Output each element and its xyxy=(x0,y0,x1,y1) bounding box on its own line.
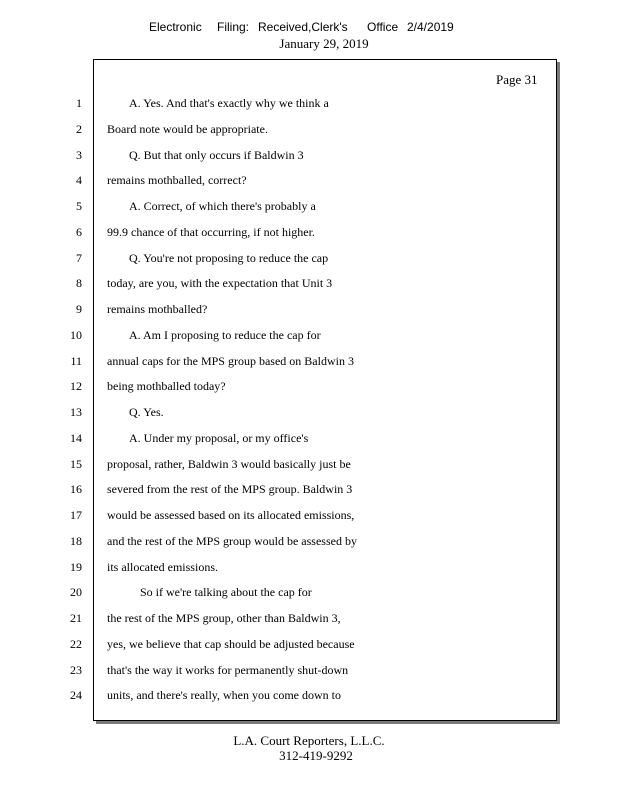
line-text-6: 99.9 chance of that occurring, if not higher. xyxy=(107,225,315,239)
line-text-5: A. Correct, of which there's probably a xyxy=(129,199,316,213)
line-number-4: 4 xyxy=(76,173,82,187)
filing-header-filing: Filing: xyxy=(217,20,250,34)
line-text-16: severed from the rest of the MPS group. Baldwin 3 xyxy=(107,482,353,496)
line-text-20: So if we're talking about the cap for xyxy=(140,585,312,599)
line-number-17: 17 xyxy=(70,508,82,522)
line-number-21: 21 xyxy=(70,611,82,625)
line-number-12: 12 xyxy=(70,379,82,393)
line-number-23: 23 xyxy=(70,663,82,677)
line-text-9: remains mothballed? xyxy=(107,302,208,316)
line-text-17: would be assessed based on its allocated emissions, xyxy=(107,508,355,522)
line-text-21: the rest of the MPS group, other than Baldwin 3, xyxy=(107,611,341,625)
line-text-12: being mothballed today? xyxy=(107,379,226,393)
line-text-10: A. Am I proposing to reduce the cap for xyxy=(129,328,321,342)
footer-phone: 312-419-9292 xyxy=(279,748,353,763)
line-text-3: Q. But that only occurs if Baldwin 3 xyxy=(129,148,304,162)
line-text-18: and the rest of the MPS group would be assessed by xyxy=(107,534,357,548)
line-number-15: 15 xyxy=(70,457,82,471)
line-number-19: 19 xyxy=(70,560,82,574)
line-text-8: today, are you, with the expectation that Unit 3 xyxy=(107,276,333,290)
line-text-19: its allocated emissions. xyxy=(107,560,218,574)
line-number-5: 5 xyxy=(76,199,82,213)
line-text-13: Q. Yes. xyxy=(129,405,164,419)
line-number-13: 13 xyxy=(70,405,82,419)
line-number-24: 24 xyxy=(70,688,82,702)
line-number-6: 6 xyxy=(76,225,82,239)
line-number-18: 18 xyxy=(70,534,82,548)
filing-header-office: Office xyxy=(367,20,399,34)
line-number-16: 16 xyxy=(70,482,82,496)
line-text-4: remains mothballed, correct? xyxy=(107,173,247,187)
line-number-1: 1 xyxy=(76,96,82,110)
line-number-7: 7 xyxy=(76,251,82,265)
filing-date: January 29, 2019 xyxy=(279,36,369,51)
line-number-10: 10 xyxy=(70,328,82,342)
line-text-22: yes, we believe that cap should be adjusted because xyxy=(107,637,355,651)
line-text-23: that's the way it works for permanently shut-down xyxy=(107,663,349,677)
line-text-1: A. Yes. And that's exactly why we think a xyxy=(129,96,329,110)
filing-header-stamp-date: 2/4/2019 xyxy=(407,20,454,34)
line-number-11: 11 xyxy=(70,354,82,368)
line-text-2: Board note would be appropriate. xyxy=(107,122,268,136)
page-number: Page 31 xyxy=(496,72,538,87)
filing-header-received: Received,Clerk's xyxy=(258,20,348,34)
line-text-14: A. Under my proposal, or my office's xyxy=(129,431,309,445)
footer-company: L.A. Court Reporters, L.L.C. xyxy=(233,733,385,748)
line-number-9: 9 xyxy=(76,302,82,316)
line-number-3: 3 xyxy=(76,148,82,162)
line-text-7: Q. You're not proposing to reduce the cap xyxy=(129,251,329,265)
line-number-8: 8 xyxy=(76,276,82,290)
line-number-22: 22 xyxy=(70,637,82,651)
line-number-2: 2 xyxy=(76,122,82,136)
line-number-20: 20 xyxy=(70,585,82,599)
line-number-14: 14 xyxy=(70,431,82,445)
line-text-15: proposal, rather, Baldwin 3 would basically just be xyxy=(107,457,351,471)
line-text-24: units, and there's really, when you come down to xyxy=(107,688,341,702)
line-text-11: annual caps for the MPS group based on Baldwin 3 xyxy=(107,354,354,368)
filing-header-electronic: Electronic xyxy=(149,20,202,34)
